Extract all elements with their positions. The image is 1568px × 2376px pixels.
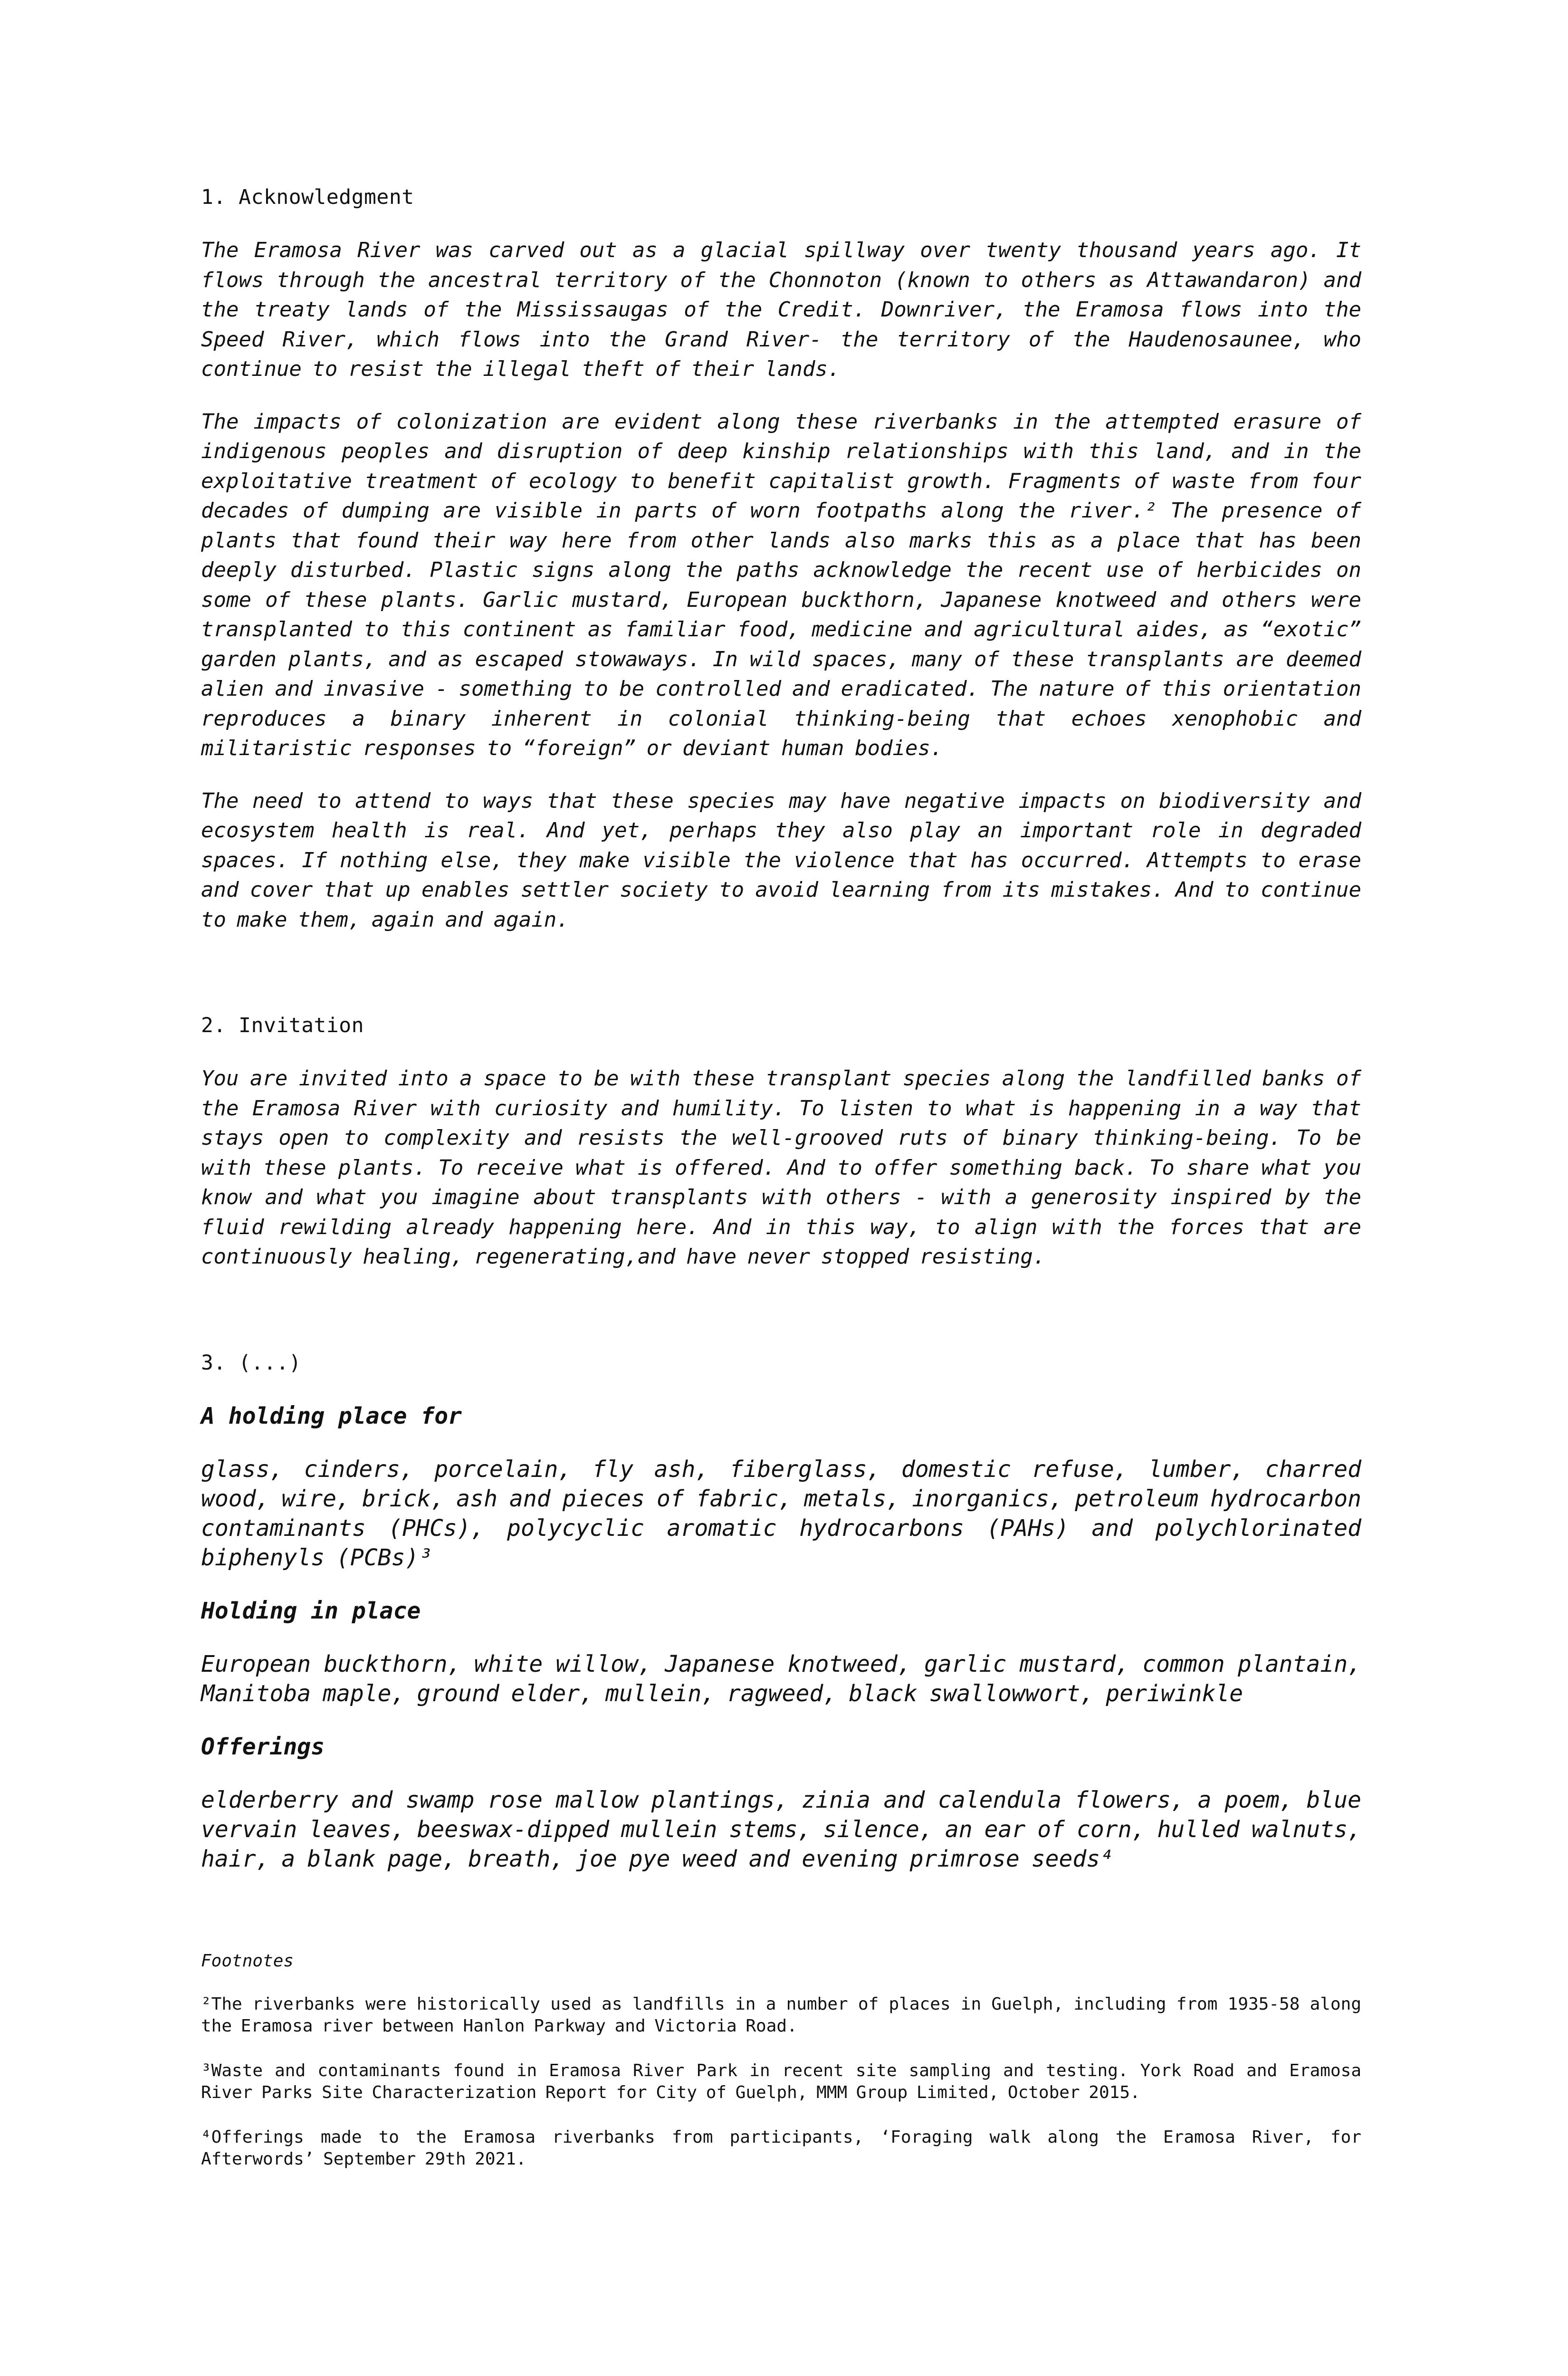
footnote-2: ²The riverbanks were historically used as landfills in a number of places in Guelph, including from 1935-58 along the Eramosa river between Hanlon Parkway and Victoria Road. bbox=[201, 1994, 1361, 2036]
acknowledgment-paragraph-1: The Eramosa River was carved out as a glacial spillway over twenty thousand years ago. It flows through the ancestral territory of the Chonnoton (known to others as Attawandaron) and the treaty lands of the Mississaugas of the Credit. Downriver, the Eramosa flows into the Speed River, which flows into the Grand River- the territory of the Haudenosaunee, who continue to resist the illegal theft of their lands. bbox=[201, 238, 1361, 381]
document-page bbox=[201, 182, 1361, 2170]
waste-list: glass, cinders, porcelain, fly ash, fiberglass, domestic refuse, lumber, charred wood, wire, brick, ash and pieces of fabric, metals, inorganics, petroleum hydrocarbon contaminants (PHCs), polycyclic aromatic hydrocarbons (PAHs) and polychlorinated biphenyls (PCBs)³ bbox=[201, 1456, 1361, 1571]
offerings-list: elderberry and swamp rose mallow plantings, zinia and calendula flowers, a poem, blue vervain leaves, beeswax-dipped mullein stems, silence, an ear of corn, hulled walnuts, hair, a blank page, breath, joe pye weed and evening primrose seeds⁴ bbox=[201, 1786, 1361, 1872]
section-heading-third: 3. (...) bbox=[201, 1351, 302, 1375]
subheading-holding-in-place: Holding in place bbox=[201, 1597, 421, 1624]
acknowledgment-paragraph-3: The need to attend to ways that these species may have negative impacts on biodiversity and ecosystem health is real. And yet, perhaps they also play an important role in degraded spaces. If nothing else, they make visible the violence that has occurred. Attempts to erase and cover that up enables settler society to avoid learning from its mistakes. And to continue to make them, again and again. bbox=[201, 788, 1361, 932]
subheading-holding-place: A holding place for bbox=[201, 1402, 462, 1429]
plant-list: European buckthorn, white willow, Japanese knotweed, garlic mustard, common plantain, Manitoba maple, ground elder, mullein, ragweed, black swallowwort, periwinkle bbox=[201, 1650, 1361, 1707]
footnote-3: ³Waste and contaminants found in Eramosa River Park in recent site sampling and testing. York Road and Eramosa River Parks Site Characterization Report for City of Guelph, MMM Group Limited, October 2015. bbox=[201, 2060, 1361, 2102]
section-heading-invitation: 2. Invitation bbox=[201, 1014, 364, 1037]
subheading-offerings: Offerings bbox=[201, 1733, 325, 1760]
footnotes-title: Footnotes bbox=[201, 1951, 294, 1971]
invitation-paragraph: You are invited into a space to be with these transplant species along the landfilled banks of the Eramosa River with curiosity and humility. To listen to what is happening in a way that stays open to complexity and resists the well-grooved ruts of binary thinking-being. To be with these plants. To receive what is offered. And to offer something back. To share what you know and what you imagine about transplants with others - with a generosity inspired by the fluid rewilding already happening here. And in this way, to align with the forces that are continuously healing, regenerating,and have never stopped resisting. bbox=[201, 1066, 1361, 1269]
section-heading-acknowledgment: 1. Acknowledgment bbox=[201, 185, 414, 209]
footnote-4: ⁴Offerings made to the Eramosa riverbanks from participants, ‘Foraging walk along the Eramosa River, for Afterwords’ September 29th 2021. bbox=[201, 2127, 1361, 2169]
acknowledgment-paragraph-2: The impacts of colonization are evident along these riverbanks in the attempted erasure of indigenous peoples and disruption of deep kinship relationships with this land, and in the exploitative treatment of ecology to benefit capitalist growth. Fragments of waste from four decades of dumping are visible in parts of worn footpaths along the river.² The presence of plants that found their way here from other lands also marks this as a place that has been deeply disturbed. Plastic signs along the paths acknowledge the recent use of herbicides on some of these plants. Garlic mustard, European buckthorn, Japanese knotweed and others were transplanted to this continent as familiar food, medicine and agricultural aides, as “exotic” garden plants, and as escaped stowaways. In wild spaces, many of these transplants are deemed alien and invasive - something to be controlled and eradicated. The nature of this orientation reproduces a binary inherent in colonial thinking-being that echoes xenophobic and militaristic responses to “foreign” or deviant human bodies. bbox=[201, 409, 1361, 760]
